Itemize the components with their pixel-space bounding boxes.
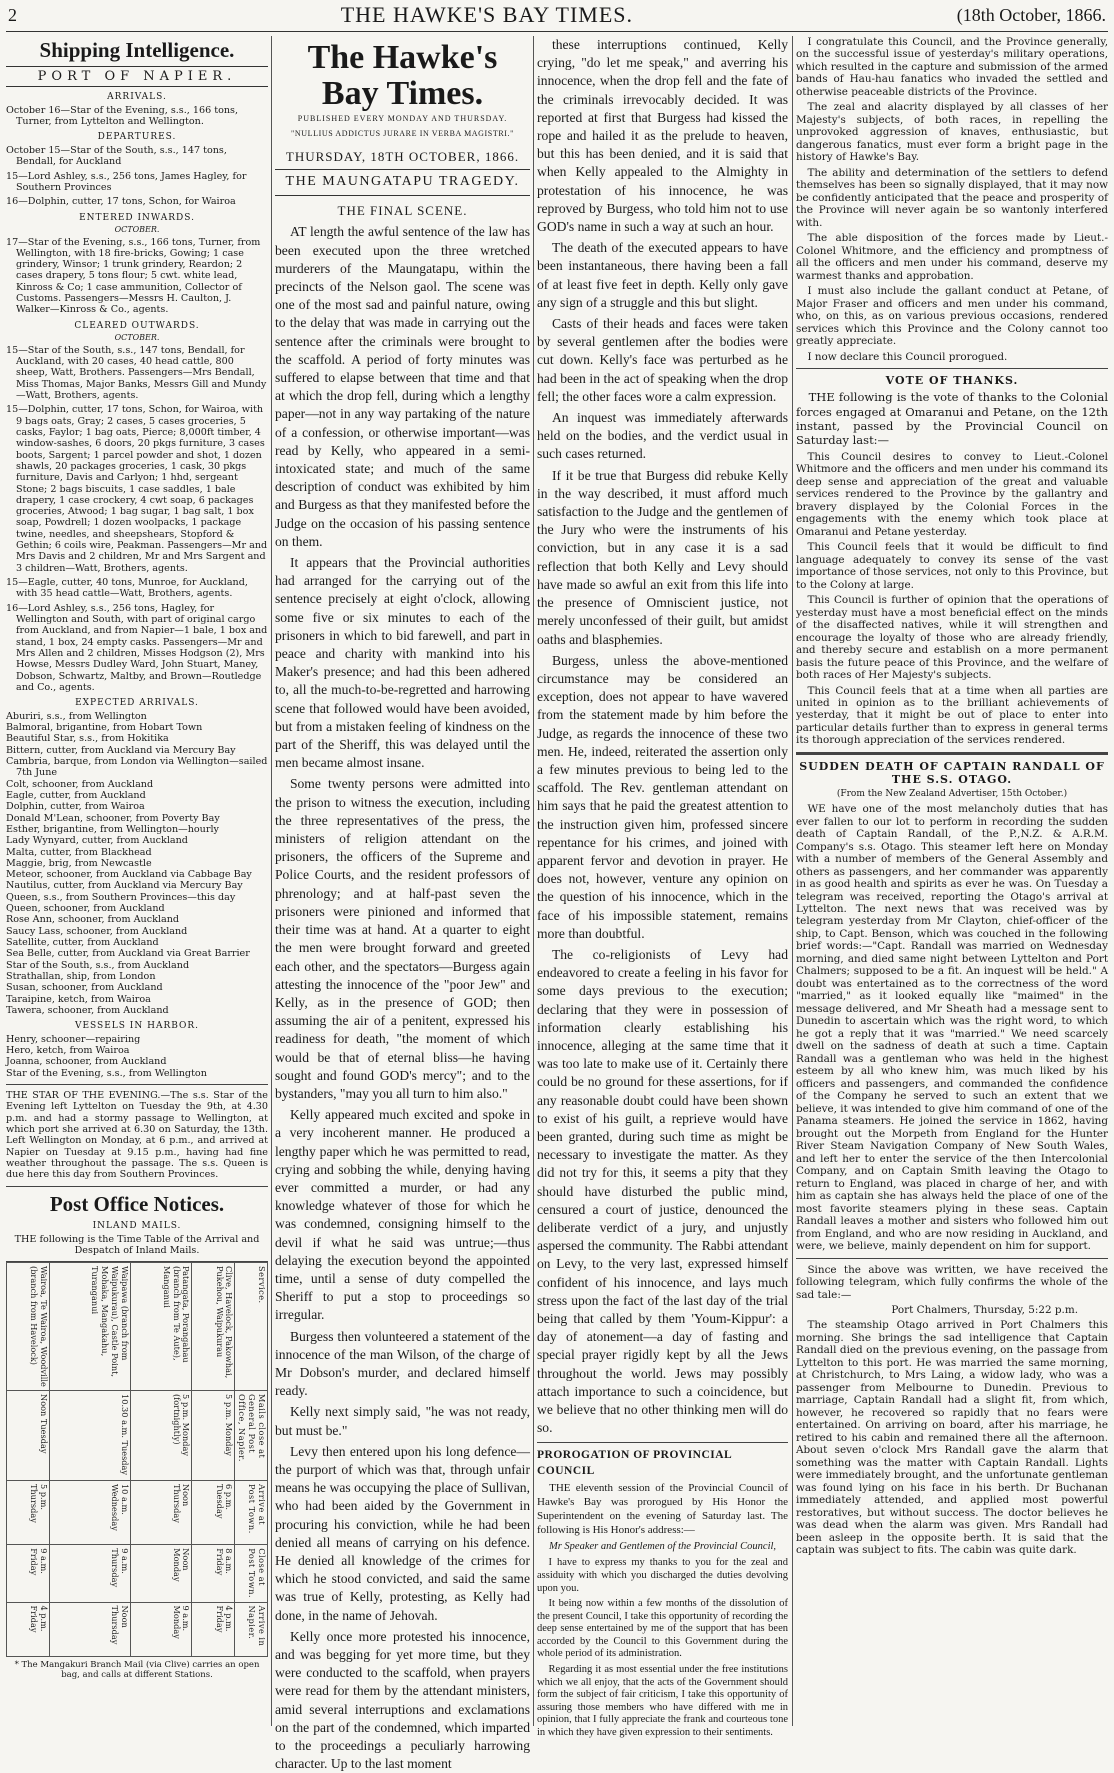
mail-cell: 6 p.m. Tuesday [192,1480,235,1544]
mail-cell: 9 a.m. Monday [130,1602,192,1657]
page-number: 2 [8,4,17,25]
council-column [796,36,1108,1726]
paragraph: Lady Wynyard, cutter, from Auckland [6,835,188,847]
entered-heading: ENTERED INWARDS. [79,212,195,223]
mail-column-header: Arrive at Post Town. [235,1480,268,1544]
vote-body [796,451,1108,747]
mail-cell: 5 p.m. Monday (fortnightly) [130,1390,192,1480]
issue-date: (18th October, 1866. [956,4,1106,25]
arrivals-heading: ARRIVALS. [107,92,167,103]
mail-cell: Wairoa, Te Wairoa, Woodville (branch from Havelock) [7,1262,50,1390]
divider [796,368,1108,369]
paragraph: Sea Belle, cutter, from Auckland via Great Barrier [6,948,250,960]
paragraph: Esther, brigantine, from Wellington—hourly [6,823,219,835]
paragraph: Malta, cutter, from Blackhead [6,846,152,858]
divider [6,1084,268,1085]
paragraph: Hero, ketch, from Wairoa [6,1045,130,1057]
mail-row [7,1262,50,1656]
address-continued [796,36,1108,363]
divider [537,1442,788,1443]
tragedy-body [275,223,530,1773]
paragraph: It being now within a few months of the dissolution of the present Council, I take this opportunity of recording the deep sense entertained by me of the support that has been accorded by the Council to this Government during the whole period of its administration. [537,1598,788,1660]
harbor-list [6,1034,268,1079]
paragraph: Burgess, unless the above-mentioned circumstance may be considered an exception, does not appear to have wavered from the statement made by him before the Judge, as regards the innocence of these two men. He, indeed, reiterated the assertion only a few minutes previous to being led to the scaffold. The Rev. gentleman attendant on him says that he paid the greatest attention to the instruction given him, professed sincere repentance for his crimes, and joined with apparent fervor and devotion in prayer. He does not, however, venture any opinion on the question of his innocence, which in the face of his impossible statement, remains more than doubtful. [537,652,788,941]
expected-heading: EXPECTED ARRIVALS. [75,698,199,709]
death-headline: SUDDEN DEATH OF CAPTAIN RANDALL OF THE S.S. OTAGO. [799,759,1105,787]
paragraph: 15—Dolphin, cutter, 17 tons, Schon, for Wairoa, with 9 bags oats, Gray; 2 cases, 5 cases groceries, 5 casks, Faylor; 1 bag oats, Pierce; 8,000ft timber, 4 window-sashes, 6 doors, 20 pkgs furniture, 3 cases boots, Sargent; 1 parcel powder and shot, 1 dozen shawls, 20 packages groceries, 1 cask, 30 pkgs furniture, Davis and Carlyon; 1 hhd, sergeant Stone; 2 bags biscuits, 1 case saddles, 1 bale drapery, 1 case crockery, 4 cwt soap, 6 packages groceries, Atwood; 1 bag sugar, 1 bag salt, 1 box soap, Powdrell; 1 dozen woolpacks, 1 package twine, needles, and sheepshears, Stopford & Gethin; 6 coils wire, Peakman. Passengers—Mr and Mrs Davis and 2 children, Mr and Mrs Sargent and 3 children—Watt, Brothers, agents. [6,404,268,574]
editorial-column [275,36,530,1772]
mail-column-header: Close at Post Town. [235,1544,268,1601]
vote-intro: THE following is the vote of thanks to the Colonial forces engaged at Omaranui and Petane, on the 12th instant, passed by the Provincial Council on Saturday last:— [796,390,1108,448]
divider [6,1186,268,1187]
mail-cell: 5 p.m. Thursday [7,1480,50,1544]
paragraph: I congratulate this Council, and the Province generally, on the successful issue of yesterday's military operations, which resulted in the capture and submission of the armed bands of Hau-hau fanatics who invaded the settled and otherwise peaceable districts of the Province. [796,36,1108,98]
paragraph: 15—Lord Ashley, s.s., 256 tons, James Hagley, for Southern Provinces [6,170,247,193]
paragraph: Levy then entered upon his long defence—the purport of which was that, through unfair means he was occupying the place of Sullivan, who had been aided by the Government in procuring his conviction, while he had been denied all means of carrying on his defence. He denied all knowledge of the crimes for which he stood convicted, and said the same was true of Kelly, protesting, as Kelly had done, in the name of Jehovah. [275,1443,530,1623]
paragraph: Regarding it as most essential under the free institutions which we all enjoy, that the acts of the Government should form the subject of fair criticism, I take this opportunity of assuring those members who have differed with me in opinion, that I fully appreciate the frank and courteous tone in which they have given expression to their sentiments. [537,1664,788,1739]
tragedy-headline: THE MAUNGATAPU TRAGEDY. [275,169,530,196]
post-office-title: Post Office Notices. [49,1191,225,1216]
departures-list [6,145,268,208]
arrivals-list [6,105,268,128]
entered-month: OCTOBER. [114,225,160,235]
mail-row [130,1262,192,1656]
paragraph: This Council feels that it would be difficult to find language adequately to convey its sense of the vast importance of those services, not only to this Province, but to the Colony at large. [796,541,1108,591]
paragraph: If it be true that Burgess did rebuke Kelly in the way described, it must afford much satisfaction to the Judge and the gentlemen of the Jury who were the instruments of his conviction, but in any case it is a sad reflection that both Kelly and Levy should have made so awful an exit from this life into the presence of Omniscient justice, not merely unconfessed of their guilt, but amidst oaths and blasphemies. [537,467,788,647]
death-source: (From the New Zealand Advertiser, 15th October.) [836,789,1068,800]
paragraph: Casts of their heads and faces were taken by several gentlemen after the bodies were cut down. Kelly's face was perturbed as he had been in the act of speaking when the drop fell; the other faces wore a calm expression. [537,316,788,404]
paragraph: Rose Ann, schooner, from Auckland [6,914,180,926]
tragedy-subhead: THE FINAL SCENE. [337,202,468,218]
dateline: THURSDAY, 18TH OCTOBER, 1866. [285,148,520,164]
paragraph: Kelly appeared much excited and spoke in a very incoherent manner. He produced a lengthy paper which he was permitted to read, crying and sobbing the while, denying having ever committed a murder, or had any knowledge whatever of those for which he was condemned, consigning himself to the devil if what he said was untrue;—thus delaying the execution beyond the appointed time, until a sense of duty compelled the Sheriff to put a stop to proceedings so irregular. [275,1107,530,1323]
mail-cell: 8 a.m. Friday [192,1544,235,1601]
mail-cell: 9 a.m. Thursday [50,1544,130,1601]
paragraph: 16—Dolphin, cutter, 17 tons, Schon, for Wairoa [6,196,236,208]
mail-column-header: Service. [235,1262,268,1390]
mail-timetable [6,1261,268,1657]
paragraph: Satellite, cutter, from Auckland [6,937,159,949]
paragraph: Henry, schooner—repairing [6,1033,141,1045]
paragraph: The co-religionists of Levy had endeavored to create a feeling in his favor for some days previous to the execution; declaring that they were in possession of information clearly establishing his innocence, alleging at the same time that it was too late to make use of it. Certainly there could be no ground for these assertions, for if any reasonable doubt could have been shown to exist of his guilt, a reprieve would have been granted, during such time as might be necessary to investigate the matter. As they did not try for this, it seems a pity that they should have disturbed the public mind, censured a court of justice, denounced the deliberate verdict of a jury, and unjustly aspersed the community. The Rabbi attendant on Levy, to the very last, expressed himself confident of his innocence, and lays much stress upon the fact of the last day of the trial being that called by them 'Youm-Kippur': a day of atonement—a day of fasting and special prayer rigidly kept by all the Jews throughout the world. Jews may possibly attach importance to such a coincidence, but we believe that no other thinking men will do so. [537,946,788,1436]
paragraph: I have to express my thanks to you for the zeal and assiduity with which you discharged the duties devolving upon you. [537,1557,788,1594]
paragraph: Aburiri, s.s., from Wellington [6,710,147,722]
paragraph: 15—Star of the South, s.s., 147 tons, Bendall, for Auckland, with 20 cases, 40 head cattle, 800 sheep, Watt, Brothers. Passengers—Mrs Bendall, Miss Thomas, Major Banks, Messrs Gill and Mundy—Watt, Brothers, agents. [6,344,267,402]
paragraph: Some twenty persons were admitted into the prison to witness the execution, including the three representatives of the press, the ministers of religion attendant on the prisoners, the officers of the Supreme and Police Courts, and the resident professors of phrenology; and at half-past seven the prisoners were pinioned and informed that their time was at hand. At a quarter to eight the men were brought forward and greeted each other, and the spectators—Burgess again attesting the innocence of the "poor Jew" and Kelly, as in the presence of GOD; then assuming the air of a penitent, expressed his readiness for death, "the moment of which would be that of eternal bliss—he having sought and found GOD's mercy"; and to the bystanders, "may you all turn to him also." [275,776,530,1101]
paragraph: these interruptions continued, Kelly crying, "do let me speak," and averring his innocence, when the drop fell and the fate of the criminals irrevocably decided. It was reported at first that Burgess had kissed the rope and hailed it as the prelude to heaven, but this has been denied, and it is said that when Kelly appealed to the Almighty in protestation of his innocence, he was reproved by Burgess, who told him not to use GOD's name in such a way at such an hour. [537,37,788,235]
paragraph: Donald M'Lean, schooner, from Poverty Bay [6,812,220,824]
mail-row [50,1262,130,1656]
departures-heading: DEPARTURES. [97,132,177,143]
entered-list [6,237,268,316]
mail-footnote: * The Mangakuri Branch Mail (via Clive) carries an open bag, and calls at different Stations. [14,1659,260,1680]
paragraph: Susan, schooner, from Auckland [6,982,163,994]
published-line: PUBLISHED EVERY MONDAY AND THURSDAY. [297,114,508,124]
paragraph: I now declare this Council prorogued. [807,350,1008,363]
paragraph: The able disposition of the forces made by Lieut.-Colonel Whitmore, and the efficiency and promptness of all the officers and men under his command, deserve my warmest thanks and approbation. [796,232,1108,282]
paragraph: Queen, s.s., from Southern Provinces—this day [6,891,236,903]
mail-cell: Noon Monday [130,1544,192,1601]
inland-mails-intro: THE following is the Time Table of the Arrival and Despatch of Inland Mails. [14,1233,260,1257]
paragraph: I must also include the gallant conduct at Petane, of Major Fraser and officers and men under his command, who, on this, as on various previous occasions, rendered services which this Province and the Colony cannot too greatly appreciate. [796,285,1108,348]
mail-cell: Patangata, Porangahau (branch from Te Aute), Manganui [130,1262,192,1390]
paragraph: Eagle, cutter, from Auckland [6,789,146,801]
mail-column-header: Arrive in Napier. [235,1602,268,1657]
paragraph: AT length the awful sentence of the law has been executed upon the three wretched murderers of the Maungatapu, within the precincts of the Nelson gaol. The scene was one of the most sad and painful nature, owing to the delay that was made in carrying out the sentence after the criminals were brought to the scaffold. A period of forty minutes was suffered to elapse between that time and that at which the drop fell, during which a lengthy paper—not in any way partaking of the nature of a confession, or otherwise important—was read by Kelly, who appeared in a semi-intoxicated state; and much of the same description of conduct was exhibited by him and Burgess as that they manifested before the Judge on the occasion of his passing sentence on them. [275,224,530,549]
harbor-heading: VESSELS IN HARBOR. [74,1021,200,1032]
paragraph: The ability and determination of the settlers to defend themselves has been so signally displayed, that it may now be confidently anticipated that the peace and prosperity of the Province will never again be so wantonly interfered with. [796,166,1108,229]
masthead-rule [6,31,1108,32]
mail-column-header: Mails close at General Post Office, Napier. [235,1390,268,1480]
vote-heading: VOTE OF THANKS. [885,374,1019,388]
paragraph: Saucy Lass, schooner, from Auckland [6,925,188,937]
prorogation-salutation: Mr Speaker and Gentlemen of the Provincial Council, [548,1541,777,1553]
paragraph: Tawera, schooner, from Auckland [6,1004,169,1016]
paper-title: The Hawke's Bay Times. [307,39,498,112]
inland-mails-heading: INLAND MAILS. [92,1221,182,1232]
death-para: Since the above was written, we have received the following telegram, which fully confirms the whole of the sad tale:— [796,1263,1108,1301]
paragraph: This Council feels that at a time when all parties are united in opinion as to the brilliant achievements of yesterday, that it might be out of place to enter into particular details further than to express in general terms its thorough appreciation of the services rendered. [796,684,1108,747]
mail-table [6,1262,268,1657]
shipping-title: Shipping Intelligence. [39,38,235,62]
mail-cell: 10 a.m. Wednesday [50,1480,130,1544]
mail-cell: Clive, Havelock, Pakowhai, Pukehou, Waipukurau [192,1262,235,1390]
mail-cell: 4 p.m. Friday [7,1602,50,1657]
cleared-list [6,345,268,693]
paragraph: Maggie, brig, from Newcastle [6,857,152,869]
paragraph: Dolphin, cutter, from Wairoa [6,801,145,813]
paragraph: The zeal and alacrity displayed by all classes of her Majesty's subjects, of both races, in repelling the unprovoked aggression of knaves, enthusiastic, but dangerous fanatics, must ever form a bright page in the history of Hawke's Bay. [796,101,1108,164]
paragraph: Taraipine, ketch, from Wairoa [6,993,151,1005]
mail-cell: 4 p.m. Friday [192,1602,235,1657]
paragraph: Kelly next simply said, "he was not ready, but must be." [275,1404,530,1438]
death-para: The steamship Otago arrived in Port Chalmers this morning. She brings the sad intelligence that Captain Randall died on the previous evening, on the passage from Lyttelton to this port. He was married the same morning, at Christchurch, to Mrs Laing, a widow lady, who was a passenger from Melbourne to Dunedin. Previous to marriage, Captain Randall had a slight fit, from which, however, he recovered so rapidly that no fears were entertained. On arriving on board, after his marriage, he retired to his cabin and remained there all the afternoon. About seven o'clock Mrs Randall gave the alarm that something was the matter with Captain Randall. Lights were immediately brought, and the unfortunate gentleman was found lying on his face in his berth. Dr Buchanan immediately attended, and applied most powerful restoratives, but without success. The doctor believes he was dead when the alarm was given. Mrs Randall had been asleep in the opposite berth. It is said that the captain was subject to fits. The cabin was quite dark. [796,1319,1108,1557]
paragraph: Nautilus, cutter, from Auckland via Mercury Bay [6,880,243,892]
paragraph: The death of the executed appears to have been instantaneous, there having been a fall of at least five feet in depth. Kelly only gave any sign of a struggle and this but slight. [537,240,788,310]
paragraph: This Council desires to convey to Lieut.-Colonel Whitmore and the officers and men under his command its deep sense and appreciation of the great and valuable services rendered to the Province by the gallantry and bravery displayed by the Colonial Forces in the engagements with the enemy which took place at Omaranui and Petane yesterday. [796,450,1108,538]
mail-cell: 9 a.m. Friday [7,1544,50,1601]
paragraph: Queen, schooner, from Auckland [6,903,165,915]
prorogation-headline: PROROGATION OF PROVINCIAL COUNCIL [537,1449,732,1477]
divider [796,752,1108,755]
prorogation-intro: THE eleventh session of the Provincial Council of Hawke's Bay was prorogued by His Honor the Superintendent on the evening of Saturday last. The following is His Honor's address:— [537,1482,788,1536]
paragraph: 16—Lord Ashley, s.s., 256 tons, Hagley, for Wellington and South, with part of original cargo from Auckland, and from Napier—1 bale, 1 box and stand, 1 box, 24 empty casks. Passengers—Mr and Mrs Allen and 2 children, Misses Hodgson (2), Mrs Howse, Messrs Dudley Ward, John Stuart, Maney, Dobson, Schwartz, Maltby, and Brown—Routledge and Co., agents. [6,602,268,693]
cleared-month: OCTOBER. [114,333,160,343]
mail-cell: 10.30 a.m. Tuesday [50,1390,130,1480]
paragraph: Star of the Evening, s.s., from Wellington [6,1067,207,1079]
mail-cell: Waipawa (branch from Waipukurau), Castle Point, Mohaka, Mangakahu, Turanganui [50,1262,130,1390]
paragraph: Strathallan, ship, from London [6,970,156,982]
column-divider [792,36,793,1726]
paragraph: Meteor, schooner, from Auckland via Cabbage Bay [6,869,252,881]
divider [796,1258,1108,1259]
port-heading: PORT OF NAPIER. [6,66,268,87]
paragraph: An inquest was immediately afterwards held on the bodies, and the verdict usual in such cases returned. [537,410,788,462]
prorogation-body [537,1557,788,1739]
paper-name: THE HAWKE'S BAY TIMES. [340,2,634,27]
shipping-note: THE STAR OF THE EVENING.—The s.s. Star of the Evening left Lyttelton on Tuesday the 9th, at 4.30 p.m. and had a stormy passage to Wellington, at which port she arrived at 6.30 on Saturday, the 13th. Left Wellington on Monday, at 6 p.m., and arrived at Napier on Tuesday at 9.15 p.m., having had fine weather throughout the passage. The s.s. Queen is due here this day from Southern Provinces. [6,1090,268,1181]
death-para: WE have one of the most melancholy duties that has ever fallen to our lot to perform in recording the sudden death of Captain Randall, of the P.,N.Z. & A.R.M. Company's s.s. Otago. This steamer left here on Monday with a number of members of the General Assembly and others as passengers, and her commander was apparently in as good health and spirits as ever he was. On Tuesday a telegram was received, reporting the Otago's arrival at Lyttelton. The next news that was received was by telegram yesterday from Mr Clayton, chief-officer of the ship, to Capt. Benson, which was couched in the following brief words:—"Capt. Randall was married on Wednesday morning, and died same night between Lyttelton and Port Chalmers; supposed to be a fit. An inquest will be held." A doubt was entertained as to the correctness of the word "married," as it looked equally like "maimed" in the message delivered, and Mr Sheath had a message sent to Dunedin to ascertain which was the right word, to which he got a reply that it was "married." We need scarcely dwell on the sadness of death at such a time. Captain Randall was a gentleman who was held in the highest esteem by all who knew him, was much liked by his officers and passengers, and commanded the confidence of the Company he served to such an extent that we believe, it was intended to give him command of one of the Panama steamers. He joined the service in 1862, having brought out the Morpeth from England for the Hunter River Steam Navigation Company of New South Wales, and left her to enter the service of the then Intercolonial Company, and on Captain Smith leaving the Otago to return to England, was placed in charge of her, and with him as captain she has always held the place of one of the most favorite steamers plying in these seas. Captain Randall leaves a mother and sisters who followed him out from England, and who are now residing in Auckland, and were, we believe, mainly dependent on him for support. [796,803,1108,1253]
paragraph: This Council is further of opinion that the operations of yesterday must have a most beneficial effect on the minds of the disaffected natives, while it will strengthen and encourage the loyalty of those who are already friendly, and thereby secure and establish on a more permanent basis the future peace of this Province, and the welfare of both races of Her Majesty's subjects. [796,594,1108,682]
mail-cell: Noon Thursday [50,1602,130,1657]
mail-cell: Noon Tuesday [7,1390,50,1480]
paragraph: Star of the South, s.s., from Auckland [6,959,190,971]
paragraph: Bittern, cutter, from Auckland via Mercury Bay [6,744,236,756]
paragraph: Joanna, schooner, from Auckland [6,1056,167,1068]
paragraph: Kelly once more protested his innocence, and was begging for yet more time, but they were conducted to the scaffold, when prayers were read for them by the attendant ministers, amid several interruptions and exclamations on the part of the condemned, which imparted to the proceedings a peculiarly harrowing character. Up to the last moment [275,1628,530,1772]
paragraph: Balmoral, brigantine, from Hobart Town [6,722,203,734]
expected-list [6,711,268,1016]
telegram-dateline: Port Chalmers, Thursday, 5:22 p.m. [891,1304,1078,1316]
paragraph: October 15—Star of the South, s.s., 147 tons, Bendall, for Auckland [6,144,227,168]
column-divider [271,36,272,1726]
paragraph: 17—Star of the Evening, s.s., 166 tons, Turner, from Wellington, with 18 fire-bricks, Gowing; 1 case grindery, Winsor; 1 trunk grindery, Reardon; 2 cases drapery, 5 tons flour; 5 cwt. white lead, Kinross & Co; 1 case ammunition, Collector of Customs. Passengers—Messrs H. Caulton, J. Walker—Kinross & Co., agents. [6,236,261,316]
paragraph: Beautiful Star, s.s., from Hokitika [6,733,169,745]
column-divider [533,36,534,1726]
tragedy-continued-column [537,36,788,1739]
masthead [0,0,1114,30]
paragraph: Burgess then volunteered a statement of the innocence of the man Wilson, of the charge of Mr Dobson's murder, and declared himself ready. [275,1328,530,1399]
paragraph: Cambria, barque, from London via Wellington—sailed 7th June [6,756,268,779]
tragedy-body-continued [537,36,788,1437]
mail-row [192,1262,235,1656]
paragraph: It appears that the Provincial authorities had arranged for the carrying out of the sentence precisely at eight o'clock, allowing some five or six minutes to each of the prisoners in which to bid farewell, and part in peace and charity with mankind into his Maker's presence; and had this been adhered to, all the much-to-be-regretted and harrowing scene that followed would have been avoided, but from a mistaken feeling of kindness on the part of the Sheriff, this was delayed until the men became almost insane. [275,555,530,771]
paragraph: 15—Eagle, cutter, 40 tons, Munroe, for Auckland, with 35 head cattle—Watt, Brothers, agents. [6,577,248,600]
cleared-heading: CLEARED OUTWARDS. [74,320,200,331]
mail-cell: Noon Thursday [130,1480,192,1544]
paragraph: October 16—Star of the Evening, s.s., 166 tons, Turner, from Lyttelton and Wellington. [6,104,239,128]
paragraph: Colt, schooner, from Auckland [6,778,154,790]
mail-cell: 5 p.m. Monday [192,1390,235,1480]
motto: "NULLIUS ADDICTUS JURARE IN VERBA MAGISTRI." [290,129,515,139]
shipping-column [6,36,268,1726]
